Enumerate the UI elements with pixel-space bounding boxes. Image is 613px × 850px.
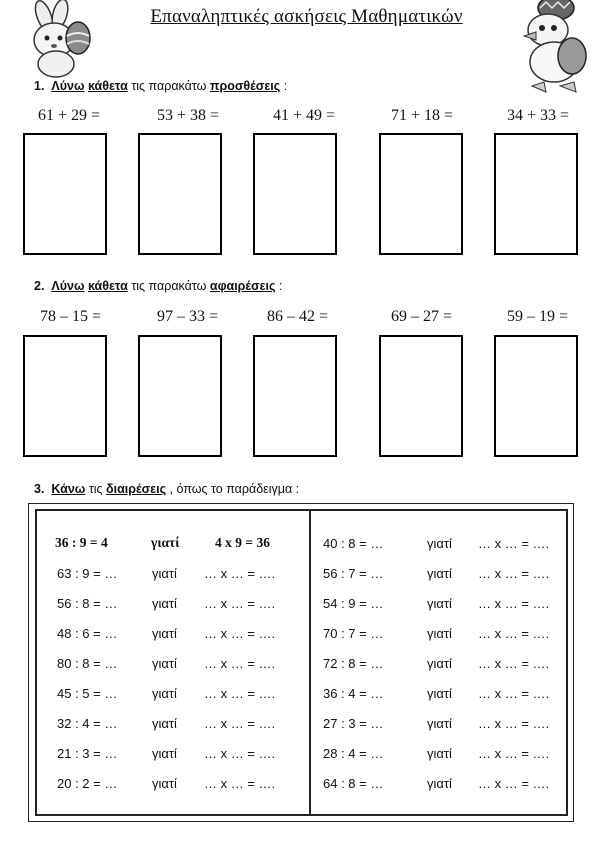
blank-multiplication[interactable]: … x … = …. [478, 776, 550, 791]
because-word: γιατί [152, 686, 177, 701]
because-word: γιατί [152, 656, 177, 671]
section-3-end-text: , όπως το παράδειγμα : [169, 482, 300, 496]
answer-box[interactable] [23, 335, 107, 457]
blank-multiplication[interactable]: … x … = …. [204, 656, 276, 671]
blank-multiplication[interactable]: … x … = …. [204, 746, 276, 761]
division-expression: 48 : 6 = … [57, 626, 118, 641]
section-2-word-vertically: κάθετα [88, 279, 128, 293]
section-1-word-vertically: κάθετα [88, 79, 128, 93]
section-3-number: 3. [34, 482, 45, 496]
division-expression: 72 : 8 = … [323, 656, 384, 671]
subtraction-operation: 59 – 19 = [507, 308, 569, 325]
blank-multiplication[interactable]: … x … = …. [478, 746, 550, 761]
because-word: γιατί [427, 716, 452, 731]
section-2-colon: : [279, 279, 283, 293]
because-word: γιατί [152, 626, 177, 641]
division-table-divider [309, 510, 311, 815]
subtraction-operation: 86 – 42 = [267, 308, 329, 325]
section-1-number: 1. [34, 79, 45, 93]
division-expression: 40 : 8 = … [323, 536, 384, 551]
because-word: γιατί [152, 746, 177, 761]
section-3-heading [34, 482, 299, 496]
blank-multiplication[interactable]: … x … = …. [204, 626, 276, 641]
because-word: γιατί [427, 656, 452, 671]
example-division: 36 : 9 = 4 [55, 535, 108, 550]
example-multiplication: 4 x 9 = 36 [215, 535, 270, 550]
example-because: γιατί [151, 535, 180, 550]
section-3-word-divisions: διαιρέσεις [106, 482, 167, 496]
answer-box[interactable] [23, 133, 107, 255]
section-1-middle-text: τις παρακάτω [131, 79, 207, 93]
section-2-word-solve: Λύνω [51, 279, 85, 293]
section-2-middle-text: τις παρακάτω [131, 279, 207, 293]
division-expression: 54 : 9 = … [323, 596, 384, 611]
addition-operation: 71 + 18 = [391, 107, 454, 124]
division-expression: 32 : 4 = … [57, 716, 118, 731]
answer-box[interactable] [253, 133, 337, 255]
blank-multiplication[interactable]: … x … = …. [478, 536, 550, 551]
because-word: γιατί [427, 536, 452, 551]
blank-multiplication[interactable]: … x … = …. [478, 716, 550, 731]
division-expression: 56 : 7 = … [323, 566, 384, 581]
addition-operation: 53 + 38 = [157, 107, 220, 124]
division-expression: 36 : 4 = … [323, 686, 384, 701]
section-2-number: 2. [34, 279, 45, 293]
subtraction-operation: 97 – 33 = [157, 308, 219, 325]
section-2-word-subtractions: αφαιρέσεις [209, 279, 276, 293]
answer-box[interactable] [138, 133, 222, 255]
blank-multiplication[interactable]: … x … = …. [204, 596, 276, 611]
blank-multiplication[interactable]: … x … = …. [478, 686, 550, 701]
section-1-colon: : [283, 79, 288, 93]
section-3-word-do: Κάνω [51, 482, 86, 496]
division-expression: 64 : 8 = … [323, 776, 384, 791]
because-word: γιατί [152, 776, 177, 791]
because-word: γιατί [427, 776, 452, 791]
because-word: γιατί [427, 746, 452, 761]
division-expression: 28 : 4 = … [323, 746, 384, 761]
subtraction-operation: 78 – 15 = [40, 308, 102, 325]
subtraction-operation: 69 – 27 = [391, 308, 453, 325]
because-word: γιατί [152, 566, 177, 581]
division-expression: 80 : 8 = … [57, 656, 118, 671]
because-word: γιατί [427, 686, 452, 701]
answer-box[interactable] [494, 133, 578, 255]
section-1-word-additions: προσθέσεις [209, 79, 281, 93]
because-word: γιατί [427, 626, 452, 641]
because-word: γιατί [427, 566, 452, 581]
division-expression: 21 : 3 = … [57, 746, 118, 761]
section-2-heading [34, 279, 282, 293]
answer-box[interactable] [379, 335, 463, 457]
blank-multiplication[interactable]: … x … = …. [478, 626, 550, 641]
division-expression: 45 : 5 = … [57, 686, 118, 701]
section-1-word-solve: Λύνω [51, 79, 85, 93]
answer-box[interactable] [253, 335, 337, 457]
addition-operation: 34 + 33 = [507, 107, 570, 124]
because-word: γιατί [152, 716, 177, 731]
blank-multiplication[interactable]: … x … = …. [204, 776, 276, 791]
blank-multiplication[interactable]: … x … = …. [204, 716, 276, 731]
blank-multiplication[interactable]: … x … = …. [204, 566, 276, 581]
answer-box[interactable] [138, 335, 222, 457]
section-1-heading [34, 79, 287, 93]
blank-multiplication[interactable]: … x … = …. [478, 656, 550, 671]
division-expression: 63 : 9 = … [57, 566, 118, 581]
division-expression: 20 : 2 = … [57, 776, 118, 791]
section-3-middle-text: τις [88, 482, 103, 496]
blank-multiplication[interactable]: … x … = …. [478, 596, 550, 611]
division-expression: 70 : 7 = … [323, 626, 384, 641]
blank-multiplication[interactable]: … x … = …. [204, 686, 276, 701]
page-title: Επαναληπτικές ασκήσεις Μαθηματικών [150, 6, 463, 27]
division-expression: 56 : 8 = … [57, 596, 118, 611]
answer-box[interactable] [379, 133, 463, 255]
division-expression: 27 : 3 = … [323, 716, 384, 731]
because-word: γιατί [152, 596, 177, 611]
blank-multiplication[interactable]: … x … = …. [478, 566, 550, 581]
addition-operation: 41 + 49 = [273, 107, 336, 124]
answer-box[interactable] [494, 335, 578, 457]
addition-operation: 61 + 29 = [38, 107, 101, 124]
because-word: γιατί [427, 596, 452, 611]
